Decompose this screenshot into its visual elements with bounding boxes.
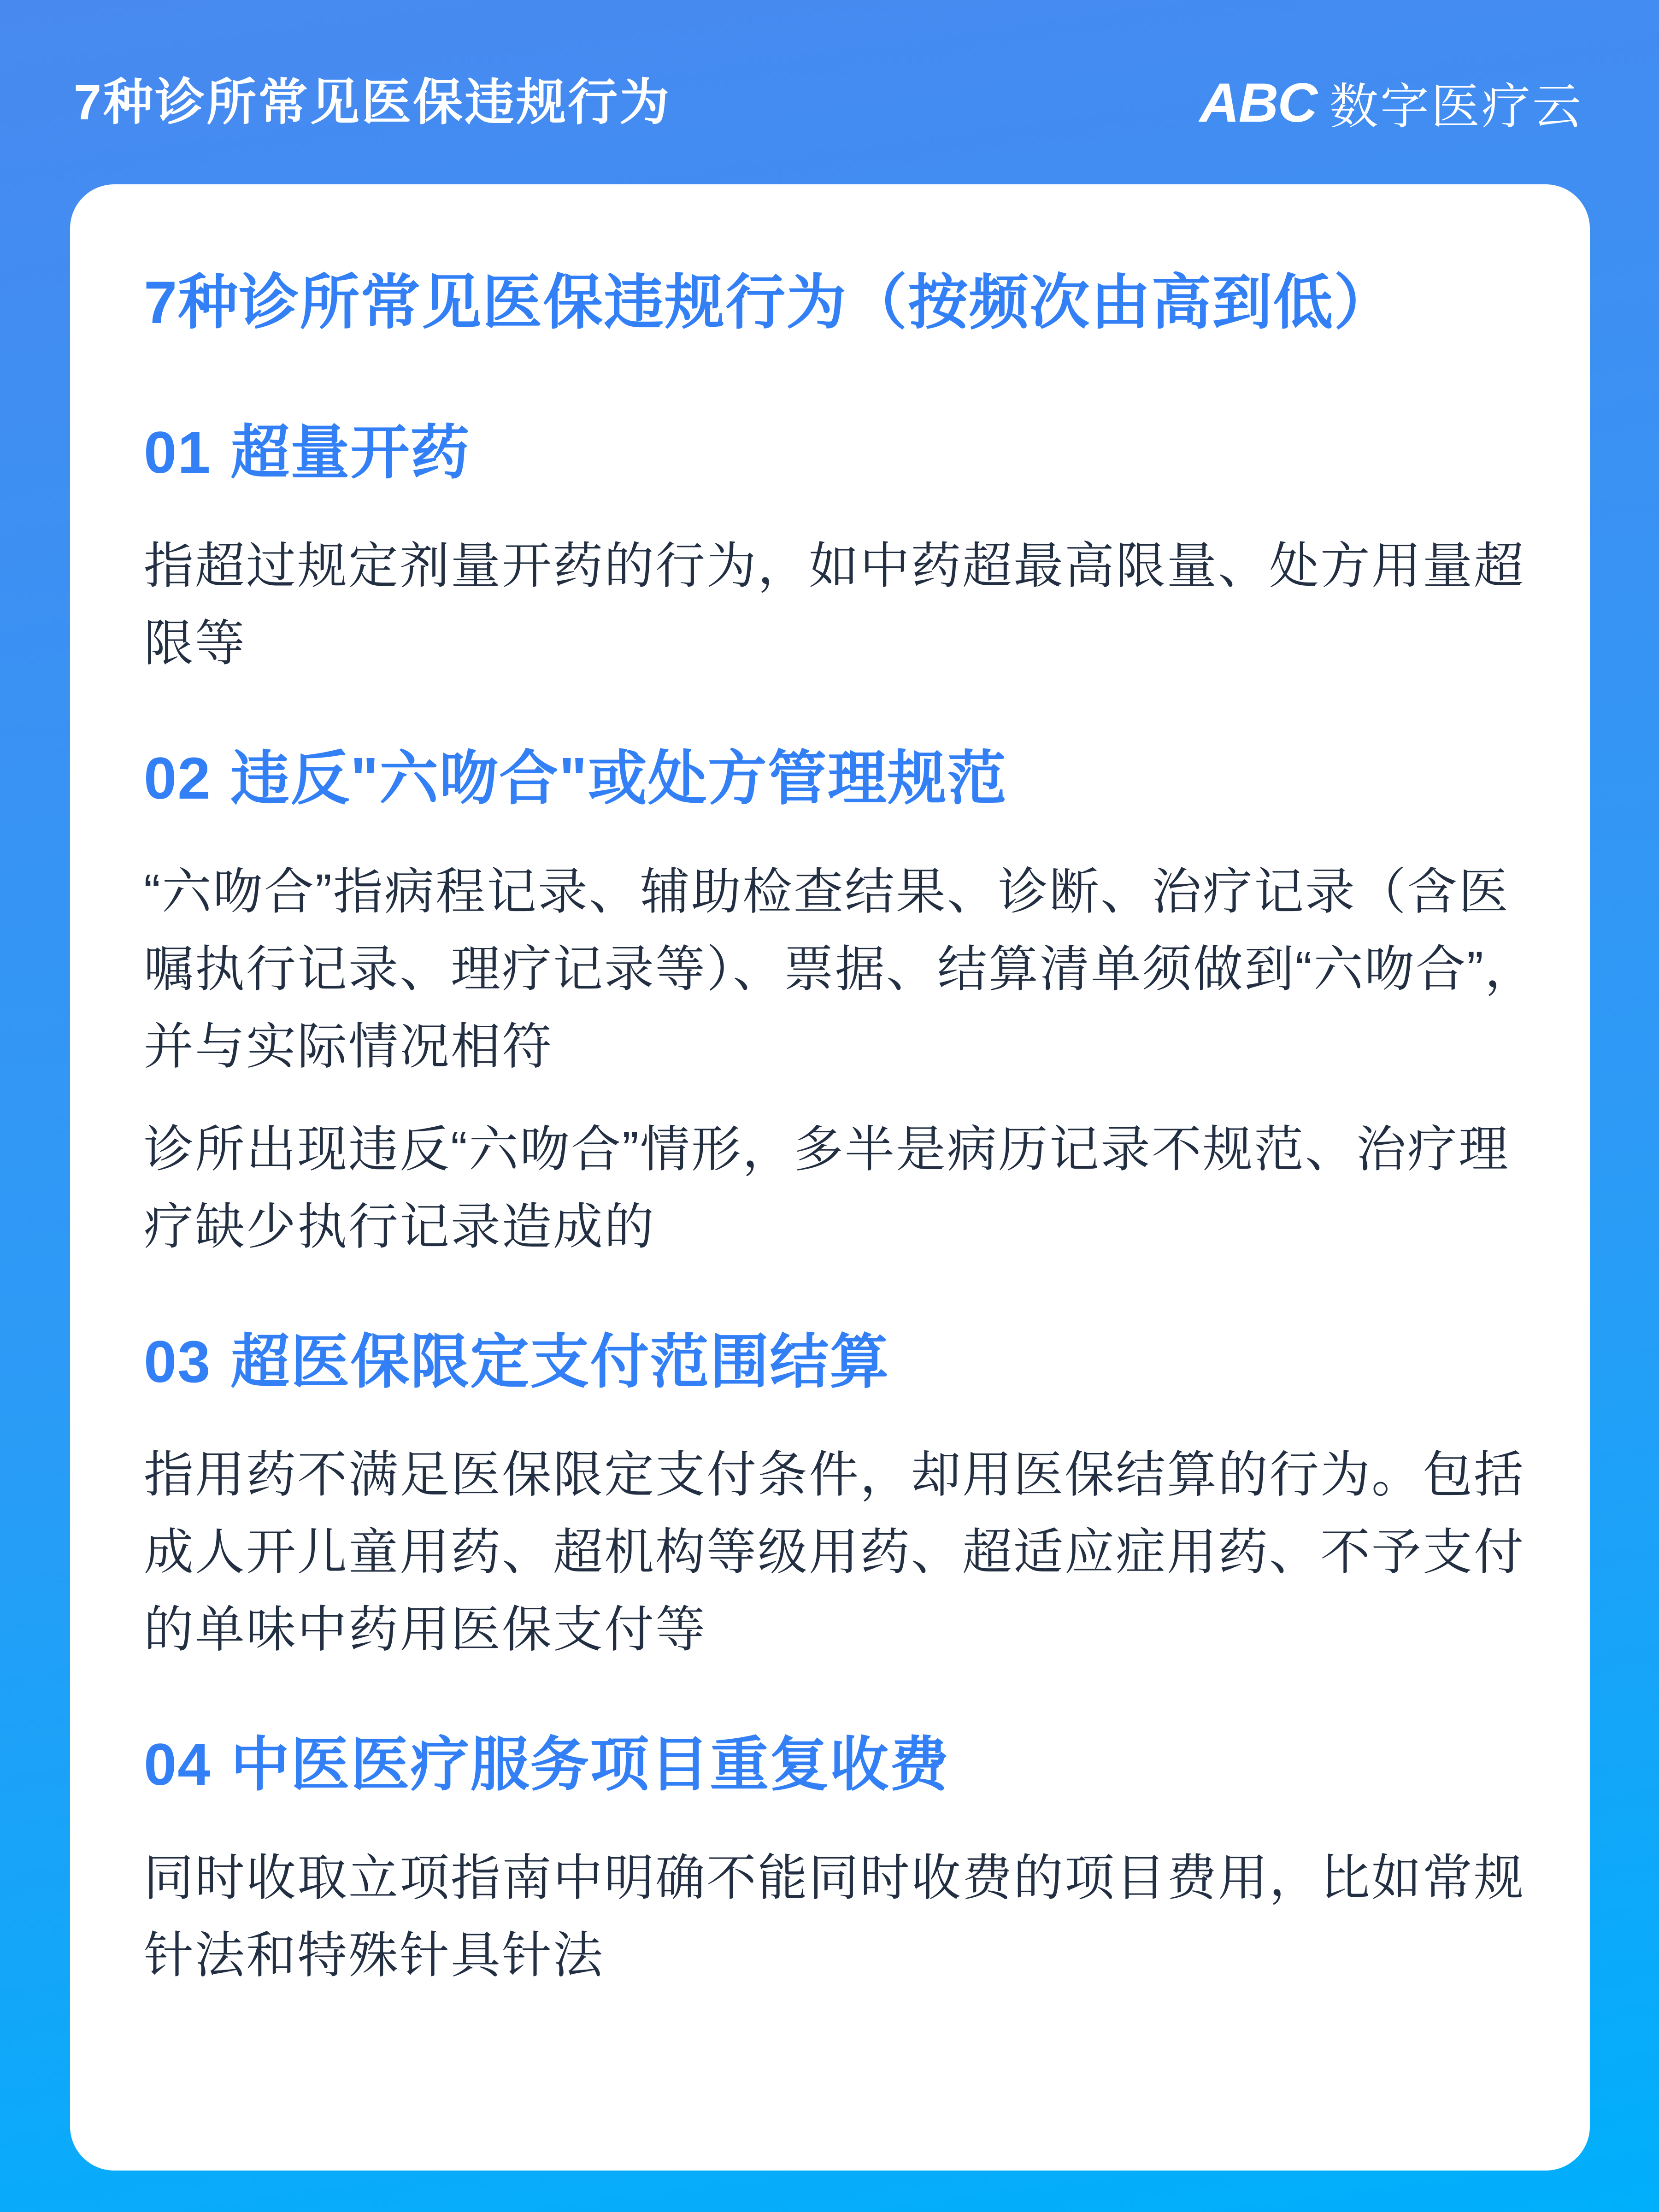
section-04-title: 中医医疗服务项目重复收费 — [230, 1732, 950, 1798]
section-04-number: 04 — [144, 1732, 212, 1798]
section-03-title: 超医保限定支付范围结算 — [230, 1329, 890, 1395]
section-03-paragraph: 指用药不满足医保限定支付条件，却用医保结算的行为。包括成人开儿童用药、超机构等级用药、超适应症用药、不予支付的单味中药用医保支付等 — [144, 1447, 1525, 1658]
section-01 — [144, 421, 1540, 682]
section-03 — [144, 1330, 1540, 1669]
brand-name: 数字医疗云 — [1330, 79, 1583, 134]
section-02 — [144, 747, 1540, 1265]
section-01-number: 01 — [144, 420, 212, 486]
section-02-title: 违反"六吻合"或处方管理规范 — [230, 745, 1007, 812]
card-title: 7种诊所常见医保违规行为（按频次由高到低） — [144, 269, 1395, 336]
section-04-paragraph: 同时收取立项指南中明确不能同时收费的项目费用，比如常规针法和特殊针具针法 — [144, 1850, 1525, 1983]
section-02-number: 02 — [144, 745, 212, 812]
section-01-paragraph: 指超过规定剂量开药的行为，如中药超最高限量、处方用量超限等 — [144, 537, 1525, 671]
brand-logo — [1200, 68, 1583, 138]
content-card — [70, 184, 1590, 2171]
brand-logo-mark: ABC — [1200, 71, 1317, 134]
section-01-title: 超量开药 — [230, 420, 471, 486]
section-03-number: 03 — [144, 1329, 212, 1395]
header-title: 7种诊所常见医保违规行为 — [74, 74, 671, 130]
section-01-heading — [144, 421, 1540, 486]
section-04 — [144, 1733, 1540, 1994]
section-03-heading — [144, 1330, 1540, 1395]
section-02-paragraph-2: 诊所出现违反“六吻合”情形，多半是病历记录不规范、治疗理疗缺少执行记录造成的 — [144, 1121, 1510, 1254]
section-02-paragraph-1: “六吻合”指病程记录、辅助检查结果、诊断、治疗记录（含医嘱执行记录、理疗记录等）、票据、结算清单须做到“六吻合”，并与实际情况相符 — [144, 863, 1536, 1074]
page-header — [0, 0, 1659, 136]
section-04-heading — [144, 1733, 1540, 1798]
section-02-heading — [144, 747, 1540, 812]
